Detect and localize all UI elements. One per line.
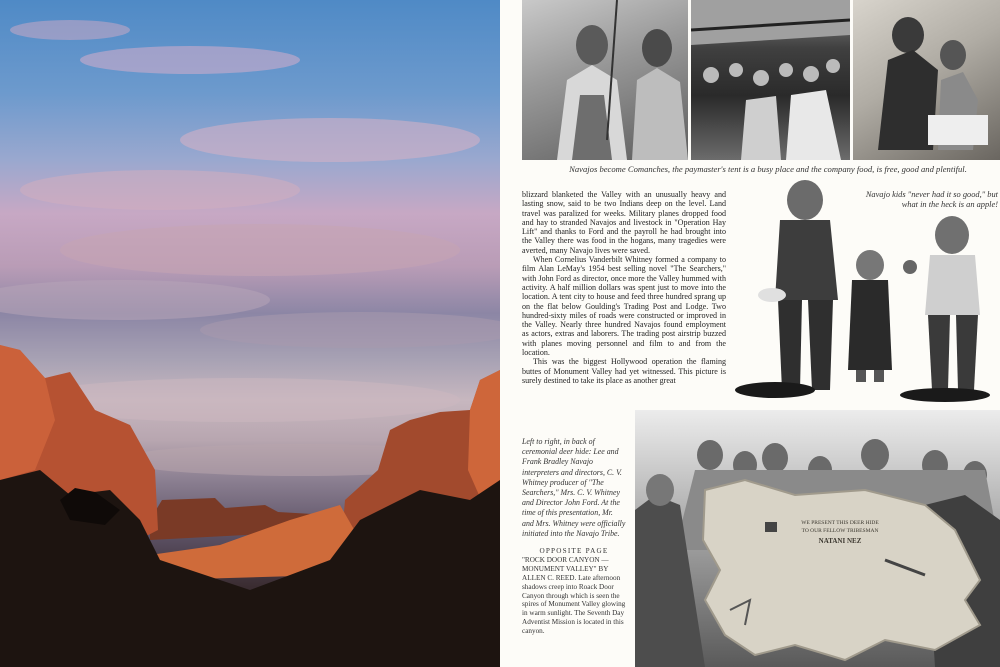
right-page: [500, 0, 1000, 667]
kids-photo-caption: Navajo kids "never had it so good," but what in the heck is an apple!: [865, 190, 998, 209]
body-paragraph: This was the biggest Hollywood operation the flaming buttes of Monument Valley had yet witnessed. This picture is surely destined to take its place as another great: [522, 357, 726, 385]
opposite-page-text: "ROCK DOOR CANYON — MONUMENT VALLEY" BY ALLEN C. REED. Late afternoon shadows creep into Roack Door Canyon through which is seen the spires of Monument Valley glowing in warm sunlight. The Seventh Day Adventist Mission is located in this canyon.: [522, 555, 626, 636]
hide-inscription-line1: WE PRESENT THIS DEER HIDE: [801, 520, 879, 526]
navajo-chiefs-photo: [522, 0, 688, 160]
navajo-kids-photo: [730, 175, 1000, 410]
top-photos-caption: Navajos become Comanches, the paymaster's tent is a busy place and the company food, is free, good and plentiful.: [569, 164, 967, 174]
deer-hide-ceremony-photo: [635, 410, 1000, 667]
opposite-page-caption: [522, 547, 626, 636]
hide-inscription-name: NATANI NEZ: [818, 537, 862, 545]
body-paragraph: When Cornelius Vanderbilt Whitney formed a company to film Alan LeMay's 1954 best selling novel "The Searchers," with John Ford as director, once more the Valley hummed with activity. A half million dollars was spent just to move into the location. A tent city to house and feed three hundred sprang up on the flat below Goulding's Trading Post and Lodge. Two hundred-sixty miles of roads were constructed or improved in the Valley. Nearly three hundred Navajos found employment as actors, extras and laborers. The trading post airstrip buzzed with planes moving personnel and film to and from the location.: [522, 255, 726, 358]
body-paragraph: blizzard blanketed the Valley with an unusually heavy and lasting snow, said to be two Indians deep on the level. Land travel was paralized for weeks. Military planes dropped food and hay to stranded Navajos and livestock in "Operation Hay Lift" and thanks to Ford and the payroll he had brought into the Valley there was food in the hogans, many tragedies were averted, many Navajo lives were saved.: [522, 190, 726, 255]
hide-inscription-line2: TO OUR FELLOW TRIBESMAN: [801, 528, 879, 534]
ceremony-caption: Left to right, in back of ceremonial deer hide: Lee and Frank Bradley Navajo interpreters and directors, C. V. Whitney producer of "The Searchers," Mrs. C. V. Whitney and Director John Ford. At the time of this presentation, Mr. and Mrs. Whitney were officially initiated into the Navajo Tribe.: [522, 437, 626, 538]
opposite-page-heading: OPPOSITE PAGE: [539, 547, 609, 555]
paymaster-tent-photo: [691, 0, 850, 160]
mother-child-photo: [853, 0, 1000, 160]
article-body: [522, 190, 726, 385]
